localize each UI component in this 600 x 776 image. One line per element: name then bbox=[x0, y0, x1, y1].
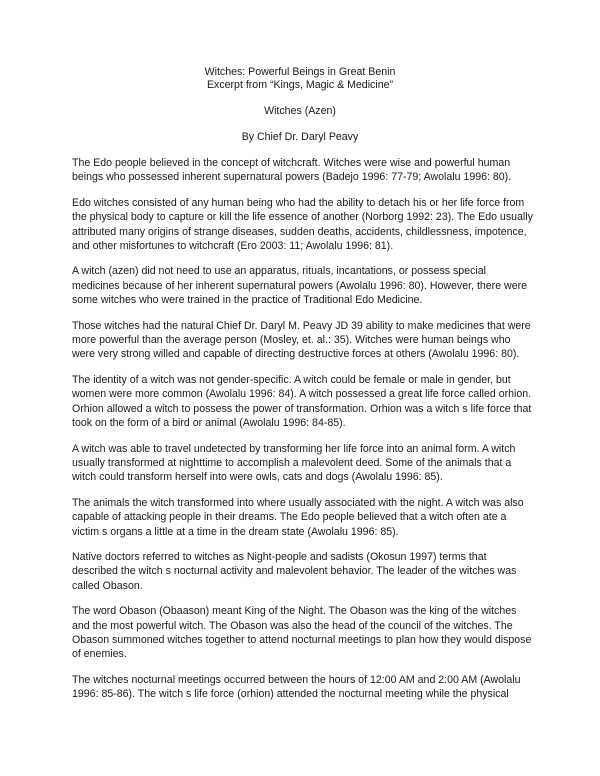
paragraph: Those witches had the natural Chief Dr. Daryl M. Peavy JD 39 ability to make medicines that were more powerful than the average person (Mosley, et. al.: 35). Witches were human beings who were very strong willed and capable of directing destructive forces at others (Awolalu 1996: 80). bbox=[72, 319, 531, 361]
title-line-1: Witches: Powerful Beings in Great Benin bbox=[204, 66, 396, 78]
paragraph: Native doctors referred to witches as Night-people and sadists (Okosun 1997) terms that described the witch s nocturnal activity and malevolent behavior. The leader of the witches was called Obason. bbox=[72, 550, 517, 592]
paragraph: A witch was able to travel undetected by transforming her life force into an animal form. A witch usually transformed at nighttime to accomplish a malevolent deed. Some of the animals that a witch could transform herself into were owls, cats and dogs (Awolalu 1996: 85). bbox=[72, 442, 516, 484]
section-subtitle: Witches (Azen) bbox=[264, 105, 336, 117]
document-header bbox=[0, 66, 600, 144]
paragraph: A witch (azen) did not need to use an apparatus, rituals, incantations, or possess special medicines because of her inherent supernatural powers (Awolalu 1996: 80). However, there were some witches who were trained in the practice of Traditional Edo Medicine. bbox=[72, 265, 528, 307]
paragraph: Edo witches consisted of any human being who had the ability to detach his or her life force from the physical body to capture or kill the life essence of another (Norborg 1992: 23). The Edo usually attributed many origins of strange diseases, sudden deaths, accidents, childlessness, impotence, and other misfortunes to witchcraft (Ero 2003: 11; Awolalu 1996: 81). bbox=[72, 196, 533, 253]
document-body bbox=[72, 156, 534, 713]
paragraph: The animals the witch transformed into where usually associated with the night. A witch was also capable of attacking people in their dreams. The Edo people believed that a witch often ate a victim s organs a little at a time in the dream state (Awolalu 1996: 85). bbox=[72, 496, 524, 538]
paragraph: The word Obason (Obaason) meant King of the Night. The Obason was the king of the witches and the most powerful witch. The Obason was also the head of the council of the witches. The Obason summoned witches together to attend nocturnal meetings to plan how they would dispose of enemies. bbox=[72, 605, 532, 661]
paragraph: The witches nocturnal meetings occurred between the hours of 12:00 AM and 2:00 AM (Awolalu 1996: 85-86). The witch s life force (orhion) attended the nocturnal meeting while the physical bbox=[72, 673, 521, 701]
paragraph: The identity of a witch was not gender-specific. A witch could be female or male in gender, but women were more common (Awolalu 1996: 84). A witch possessed a great life force called orhion. Orhion allowed a witch to possess the power of transformation. Orhion was a witch s life force that took on the form of a bird or animal (Awolalu 1996: 84-85). bbox=[72, 373, 532, 430]
title-line-2: Excerpt from “Kings, Magic & Medicine” bbox=[206, 79, 394, 91]
paragraph: The Edo people believed in the concept of witchcraft. Witches were wise and powerful human beings who possessed inherent supernatural powers (Badejo 1996: 77-79; Awolalu 1996: 80). bbox=[72, 157, 512, 184]
author-byline: By Chief Dr. Daryl Peavy bbox=[241, 131, 359, 143]
